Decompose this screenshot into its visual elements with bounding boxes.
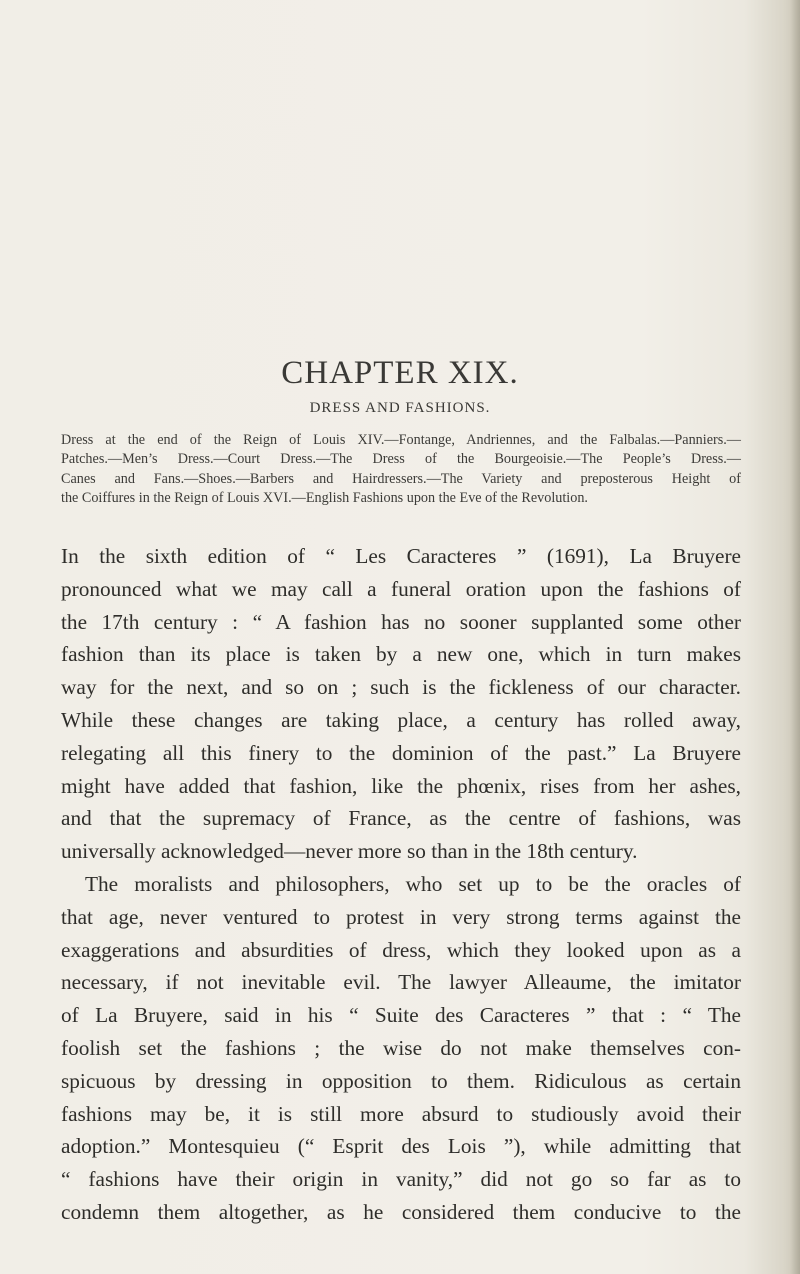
- body-line-paragraph-start: The moralists and philosophers, who set up to be the oracles of: [85, 871, 741, 896]
- body-line: of La Bruyere, said in his “ Suite des Caracteres ” that : “ The: [61, 1003, 741, 1028]
- synopsis-line: Patches.—Men’s Dress.—Court Dress.—The Dress of the Bourgeoisie.—The People’s Dress.—: [61, 451, 741, 468]
- body-line: and that the supremacy of France, as the centre of fashions, was: [61, 806, 741, 831]
- page-edge-shadow: [790, 0, 800, 1274]
- body-line: might have added that fashion, like the phœnix, rises from her ashes,: [61, 773, 741, 798]
- body-line: universally acknowledged—never more so than in the 18th century.: [61, 839, 638, 864]
- body-text: [61, 540, 741, 1229]
- body-line: spicuous by dressing in opposition to them. Ridiculous as certain: [61, 1068, 741, 1093]
- body-line: fashions may be, it is still more absurd to studiously avoid their: [61, 1101, 741, 1126]
- chapter-subtitle: DRESS AND FASHIONS.: [309, 400, 491, 416]
- body-line: adoption.” Montesquieu (“ Esprit des Lois ”), while admitting that: [61, 1134, 741, 1159]
- body-line: exaggerations and absurdities of dress, which they looked upon as a: [61, 937, 741, 962]
- body-line: that age, never ventured to protest in very strong terms against the: [61, 904, 741, 929]
- chapter-title: CHAPTER XIX.: [281, 355, 519, 391]
- body-line: way for the next, and so on ; such is the fickleness of our character.: [61, 675, 741, 700]
- body-line-opening: In the sixth edition of “ Les Caracteres ” (1691), La Bruyere: [61, 544, 741, 568]
- body-line: relegating all this finery to the dominion of the past.” La Bruyere: [61, 740, 741, 765]
- chapter-synopsis: [61, 431, 741, 509]
- body-line: While these changes are taking place, a century has rolled away,: [61, 707, 741, 732]
- body-line: “ fashions have their origin in vanity,” did not go so far as to: [61, 1167, 741, 1192]
- body-line: condemn them altogether, as he considered them conducive to the: [61, 1199, 741, 1224]
- body-line: pronounced what we may call a funeral oration upon the fashions of: [61, 576, 741, 601]
- synopsis-line: Dress at the end of the Reign of Louis XIV.—Fontange, Andriennes, and the Falbalas.—Panniers.—: [61, 432, 741, 448]
- body-line: necessary, if not inevitable evil. The lawyer Alleaume, the imitator: [61, 970, 741, 995]
- body-line: foolish set the fashions ; the wise do not make themselves con-: [61, 1035, 741, 1060]
- synopsis-line: Canes and Fans.—Shoes.—Barbers and Hairdressers.—The Variety and preposterous Height of: [61, 470, 741, 487]
- body-line: fashion than its place is taken by a new one, which in turn makes: [61, 642, 741, 667]
- body-line: the 17th century : “ A fashion has no sooner supplanted some other: [61, 609, 741, 634]
- synopsis-line: the Coiffures in the Reign of Louis XVI.—English Fashions upon the Eve of the Revolution.: [61, 490, 588, 507]
